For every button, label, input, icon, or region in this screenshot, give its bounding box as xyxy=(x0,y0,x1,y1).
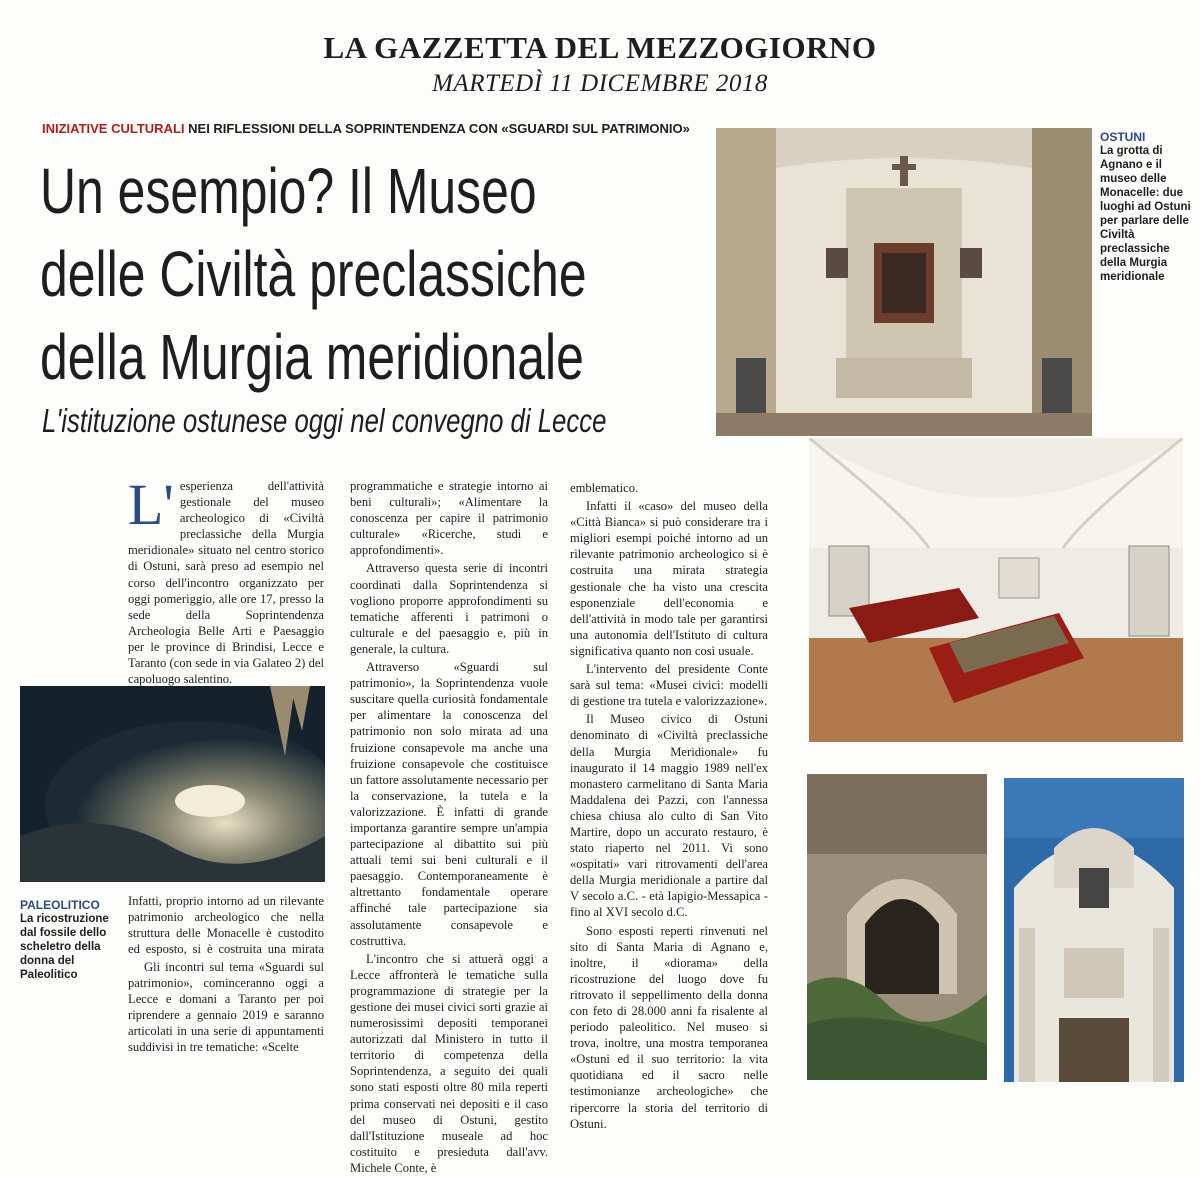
article-paragraph: Gli incontri sul tema «Sguardi sul patrimonio», cominceranno oggi a Lecce e domani a Taranto per poi riprendere a gennaio 2019 e saranno articolati in una serie di appuntamenti suddivisi in tre tematiche: «Scelte xyxy=(128,960,324,1055)
caption-tag: OSTUNI xyxy=(1100,130,1146,144)
subheadline: L'istituzione ostunese oggi nel convegno di Lecce xyxy=(42,402,607,439)
headline-line-2: delle Civiltà preclassiche xyxy=(40,238,587,310)
photo-church-facade xyxy=(1004,778,1184,1082)
article-column-2 xyxy=(350,478,548,1178)
photo-church-interior xyxy=(716,128,1092,436)
kicker-text: NEI RIFLESSIONI DELLA SOPRINTENDENZA CON «SGUARDI SUL PATRIMONIO» xyxy=(188,121,690,136)
headline-line-3: della Murgia meridionale xyxy=(40,321,584,393)
article-paragraph: Attraverso questa serie di incontri coordinati dalla Soprintendenza si vogliono proporre approfondimenti su tematiche afferenti i patrimoni o culturale e del paesaggio e, più in generale, la cultura. xyxy=(350,561,548,656)
article-paragraph: Infatti, proprio intorno ad un rilevante patrimonio archeologico che nella struttura delle Monacelle è custodito ed esposto, si è costruita una mirata xyxy=(128,894,324,957)
article-paragraph: L'intervento del presidente Conte sarà sul tema: «Musei civici: modelli di gestione tra tutela e valorizzazione». xyxy=(570,662,768,709)
headline-line-1: Un esempio? Il Museo xyxy=(40,155,537,227)
article-paragraph: Attraverso «Sguardi sul patrimonio», la Soprintendenza vuole suscitare quella curiosità fondamentale per alimentare la conoscenza del patrimonio non solo mirata ad una fruizione consapevole ma anche una fruizione consapevole che costituisce un fattore assolutamente necessario per la conservazione, la tutela e la valorizzazione. È infatti di grande importanza garantire sempre un'ampia partecipazione al dibattito sui più attuali temi sui beni culturali e il paesaggio. Contemporaneamente è altrettanto fondamentale operare affinché tale partecipazione sia assolutamente consapevole e costruttiva. xyxy=(350,660,548,948)
kicker xyxy=(42,121,702,136)
caption-text: La ricostruzione dal fossile dello scheletro della donna del Paleolitico xyxy=(20,913,109,981)
caption-tag: PALEOLITICO xyxy=(20,898,100,912)
photo-paleolithic-skeleton xyxy=(20,686,325,882)
headline xyxy=(40,150,587,399)
article-paragraph: Sono esposti reperti rinvenuti nel sito di Santa Maria di Agnano e, inoltre, il «diorama» della ricostruzione del luogo dove fu ritrovato il seppellimento della donna con feto di 28.000 anni fa risalente al periodo paleolitico. Nel museo si trova, inoltre, una mostra temporanea «Ostuni ed il suo territorio: la vita quotidiana ed il sacro nelle testimonianze archeologiche» che ripercorre la storia del territorio di Ostuni. xyxy=(570,923,768,1131)
article-column-1-continued xyxy=(128,893,324,1058)
photo-cave-agnano xyxy=(807,774,987,1080)
article-paragraph: emblematico. xyxy=(570,481,639,495)
masthead: LA GAZZETTA DEL MEZZOGIORNO xyxy=(323,30,877,65)
caption-paleolitico xyxy=(20,898,110,982)
publication-date: MARTEDÌ 11 DICEMBRE 2018 xyxy=(432,70,768,97)
dropcap: L' xyxy=(128,472,174,537)
article-column-1 xyxy=(128,472,324,707)
article-paragraph: L'incontro che si attuerà oggi a Lecce affronterà le tematiche sulla programmazione di strategie per la gestione dei musei civici sorti grazie ai numerosissimi depositi temporanei autorizzati dal Ministero in tutto il territorio di competenza della Soprintendenza, a seguito dei quali sono stati esposti oltre 80 mila reperti prima conservati nei depositi e il caso del museo di Ostuni, gestito dall'Istituzione museale ad hoc costituito e presieduta dall'avv. Michele Conte, è xyxy=(350,951,548,1175)
caption-text: La grotta di Agnano e il museo delle Monacelle: due luoghi ad Ostuni per parlare delle Civiltà preclassiche della Murgia meridionale xyxy=(1100,145,1191,283)
article-paragraph: Infatti il «caso» del museo della «Città Bianca» si può considerare tra i migliori esempi poiché intorno ad un rilevante patrimonio archeologico si è costruita una mirata strategia gestionale che ha visto una crescita esponenziale dell'economia e dell'attività in modo tale per garantirsi una autonomia dell'Istituto di cultura significativa quanto non così usuale. xyxy=(570,499,768,658)
photo-museum-hall xyxy=(809,438,1183,742)
article-paragraph: programmatiche e strategie intorno ai beni culturali»; «Alimentare la conoscenza per capire il patrimonio culturale» «Ricerche, studi e approfondimenti». xyxy=(350,479,548,558)
article-paragraph: Il Museo civico di Ostuni denominato di «Civiltà preclassiche della Murgia Meridionale» fu inaugurato il 14 maggio 1989 nell'ex monastero carmelitano di Santa Maria Maddalena dei Pazzi, con l'annessa chiesa chiusa alo culto di San Vito Martire, dopo un accurato restauro, è stato riaperto nel 2011. Vi sono «ospitati» vari ritrovamenti dell'area della Murgia meridionale a partire dal V secolo a.C. - età Iapigio-Messapica - fino al XVI secolo d.C. xyxy=(570,712,768,920)
article-paragraph: esperienza dell'attività gestionale del museo archeologico di «Civiltà preclassiche della Murgia meridionale» situato nel centro storico di Ostuni, sarà preso ad esempio nel corso dell'incontro organizzato per oggi pomeriggio, alle ore 17, presso la sede della Soprintendenza Archeologia Belle Arti e Paesaggio per le province di Brindisi, Lecce e Taranto (con sede in via Galateo 2) del capoluogo salentino. xyxy=(128,479,324,687)
caption-ostuni xyxy=(1100,130,1192,284)
article-column-3 xyxy=(570,480,768,1134)
kicker-category: INIZIATIVE CULTURALI xyxy=(42,121,185,136)
